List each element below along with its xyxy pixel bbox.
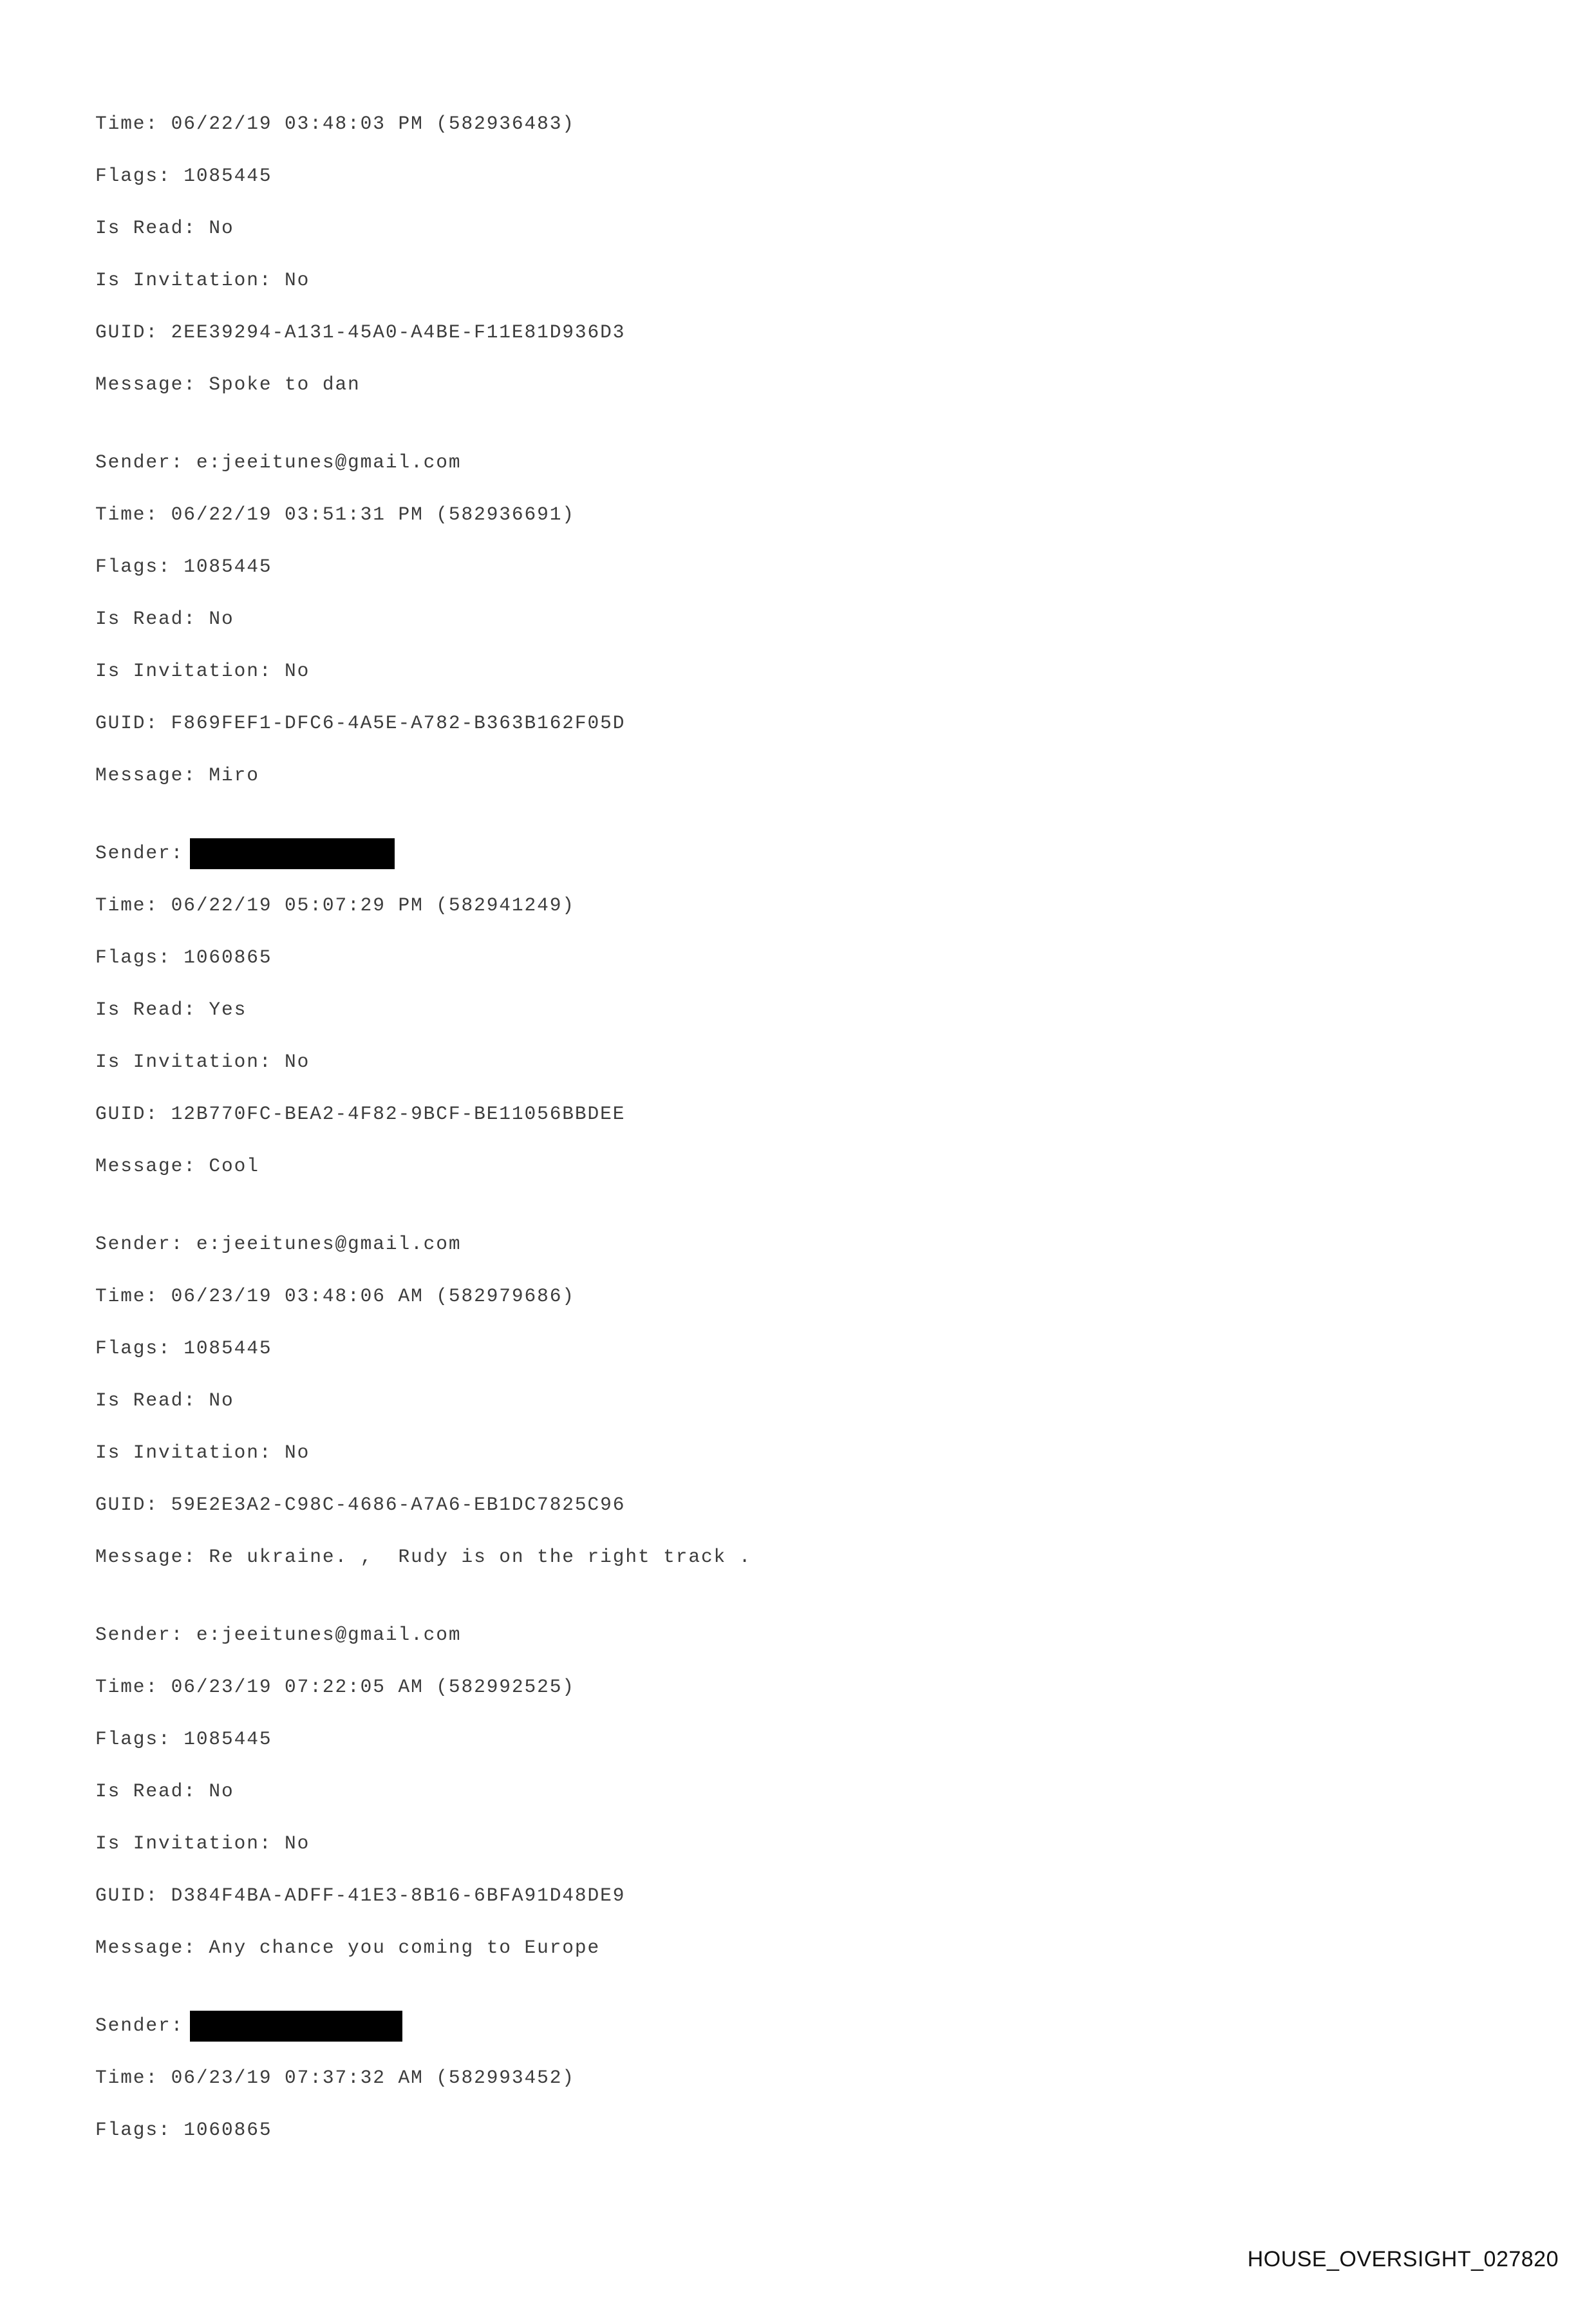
record-line: Time: 06/23/19 03:48:06 AM (582979686) (95, 1285, 575, 1307)
record-line: GUID: 12B770FC-BEA2-4F82-9BCF-BE11056BBDEE (95, 1103, 626, 1125)
record-line: GUID: F869FEF1-DFC6-4A5E-A782-B363B162F05D (95, 712, 626, 734)
record-line: Flags: 1060865 (95, 2119, 272, 2141)
bates-stamp: HOUSE_OVERSIGHT_027820 (1247, 2247, 1559, 2271)
record-line: Flags: 1085445 (95, 1728, 272, 1750)
message-record (95, 437, 1447, 802)
record-line: Time: 06/22/19 03:48:03 PM (582936483) (95, 113, 575, 135)
message-record (95, 1609, 1447, 1974)
sender-line-redacted (95, 827, 1447, 879)
record-line: Is Invitation: No (95, 269, 310, 291)
message-record (95, 2000, 1447, 2156)
record-line: Flags: 1085445 (95, 165, 272, 187)
record-line: Message: Any chance you coming to Europe (95, 1937, 601, 1959)
redaction-bar (190, 2011, 402, 2042)
record-line: Is Invitation: No (95, 660, 310, 682)
record-line: Message: Re ukraine. , Rudy is on the right track . (95, 1546, 752, 1568)
message-record (95, 1218, 1447, 1583)
record-line: GUID: D384F4BA-ADFF-41E3-8B16-6BFA91D48DE9 (95, 1885, 626, 1906)
record-line: Time: 06/23/19 07:37:32 AM (582993452) (95, 2067, 575, 2089)
record-line: Sender: e:jeeitunes@gmail.com (95, 1624, 462, 1646)
record-line: Flags: 1085445 (95, 556, 272, 578)
record-line: Is Invitation: No (95, 1832, 310, 1854)
record-line: Sender: e:jeeitunes@gmail.com (95, 451, 462, 473)
message-record (95, 98, 1447, 411)
record-line: Message: Cool (95, 1155, 259, 1177)
record-line: Flags: 1060865 (95, 946, 272, 968)
record-line: Is Invitation: No (95, 1051, 310, 1073)
record-line: Is Read: No (95, 1389, 234, 1411)
record-line: Message: Miro (95, 764, 259, 786)
message-log-body (95, 98, 1447, 2182)
sender-label: Sender: (95, 842, 184, 864)
record-line: Message: Spoke to dan (95, 373, 361, 395)
record-line: Is Invitation: No (95, 1442, 310, 1463)
record-line: GUID: 59E2E3A2-C98C-4686-A7A6-EB1DC7825C96 (95, 1494, 626, 1516)
record-line: GUID: 2EE39294-A131-45A0-A4BE-F11E81D936D3 (95, 321, 626, 343)
record-line: Sender: e:jeeitunes@gmail.com (95, 1233, 462, 1255)
redaction-bar (190, 838, 395, 869)
message-record (95, 827, 1447, 1192)
record-line: Is Read: No (95, 608, 234, 630)
record-line: Time: 06/22/19 05:07:29 PM (582941249) (95, 894, 575, 916)
record-line: Is Read: No (95, 1780, 234, 1802)
record-line: Flags: 1085445 (95, 1337, 272, 1359)
sender-label: Sender: (95, 2015, 184, 2036)
record-line: Is Read: No (95, 217, 234, 239)
record-line: Is Read: Yes (95, 999, 247, 1020)
sender-line-redacted (95, 2000, 1447, 2052)
record-line: Time: 06/23/19 07:22:05 AM (582992525) (95, 1676, 575, 1698)
record-line: Time: 06/22/19 03:51:31 PM (582936691) (95, 503, 575, 525)
